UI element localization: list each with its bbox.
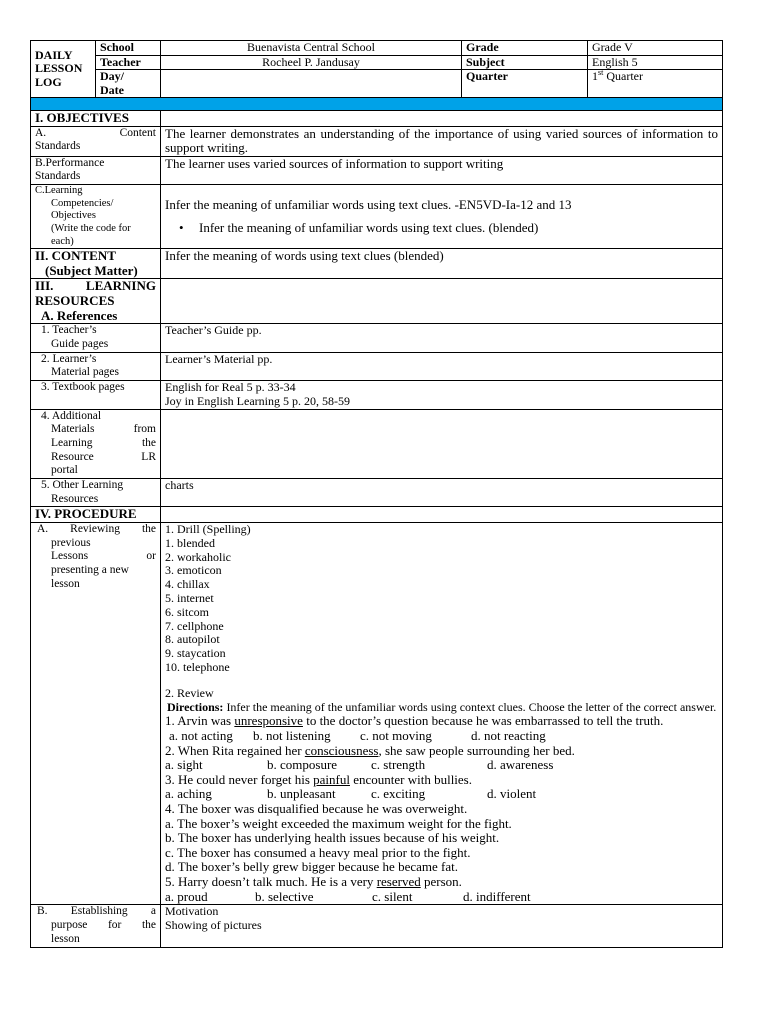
additional-materials-value (161, 409, 723, 479)
teachers-guide-label: 1. Teacher’s Guide pages (31, 324, 161, 352)
other-resources-label: 5. Other Learning Resources (31, 479, 161, 507)
question-1-choices: a. not acting b. not listening c. not moving d. not reacting (169, 728, 546, 743)
header-row-date (31, 70, 723, 98)
learning-competencies-value: Infer the meaning of unfamiliar words using text clues. -EN5VD-Ia-12 and 13 • Infer the meaning of unfamiliar words using text clues. (blended) (161, 185, 723, 249)
learning-resources-row (31, 279, 723, 324)
review-title: 2. Review (165, 685, 214, 700)
list-item: 2. workaholic (165, 549, 231, 564)
question-3-choices: a. aching b. unpleasant c. exciting d. violent (165, 786, 537, 802)
other-resources-row (31, 479, 723, 507)
quarter-value: 1st Quarter (588, 70, 723, 98)
question-5: 5. Harry doesn’t talk much. He is a very reserved person. (165, 873, 462, 889)
teachers-guide-value: Teacher’s Guide pp. (161, 324, 723, 352)
log-title: DAILY LESSON LOG (31, 41, 96, 98)
reviewing-label: A. Reviewing the previous Lessons or presenting a new lesson (31, 523, 161, 905)
learning-resources-label: III. LEARNING RESOURCES A. References (31, 279, 161, 324)
question-2-choices: a. sight b. composure c. strength d. awareness (165, 757, 554, 773)
establishing-purpose-value: Motivation Showing of pictures (161, 905, 723, 948)
performance-standards-label: B.Performance Standards (31, 156, 161, 184)
performance-standards-row (31, 156, 723, 184)
question-4-choice: d. The boxer’s belly grew bigger because he became fat. (165, 859, 458, 875)
blue-divider-row (31, 98, 723, 111)
content-standards-value: The learner demonstrates an understanding of the importance of using varied sources of information to support writing. (161, 126, 723, 156)
question-4: 4. The boxer was disqualified because he was overweight. (165, 800, 468, 816)
list-item: 8. autopilot (165, 632, 220, 647)
other-resources-value: charts (161, 479, 723, 507)
establishing-purpose-row (31, 905, 723, 948)
content-row (31, 249, 723, 279)
question-3: 3. He could never forget his painful encounter with bullies. (165, 771, 472, 787)
review-directions: Directions: Infer the meaning of the unfamiliar words using context clues. Choose the letter of the correct answer. (167, 699, 717, 714)
question-2: 2. When Rita regained her consciousness, she saw people surrounding her bed. (165, 742, 575, 758)
procedure-heading-row (31, 507, 723, 523)
teachers-guide-row (31, 324, 723, 352)
lesson-log-table (30, 40, 723, 948)
competency-bullet: • Infer the meaning of unfamiliar words using text clues. (blended) (165, 221, 718, 236)
header-row-school (31, 41, 723, 56)
question-1: 1. Arvin was unresponsive to the doctor’s question because he was embarrassed to tell the truth. (165, 713, 664, 729)
daydate-label: Day/ Date (96, 70, 161, 98)
learners-material-value: Learner’s Material pp. (161, 352, 723, 380)
objectives-heading-row (31, 111, 723, 127)
grade-label: Grade (462, 41, 588, 56)
content-value: Infer the meaning of words using text clues (blended) (161, 249, 723, 279)
textbook-label: 3. Textbook pages (31, 380, 161, 409)
list-item: 5. internet (165, 591, 214, 606)
header-row-teacher (31, 55, 723, 70)
blue-divider (31, 98, 723, 111)
content-standards-label: A. Content Standards (31, 126, 161, 156)
textbook-value: English for Real 5 p. 33-34 Joy in English Learning 5 p. 20, 58-59 (161, 380, 723, 409)
question-4-choice: c. The boxer has consumed a heavy meal prior to the fight. (165, 844, 471, 860)
reviewing-value (161, 523, 723, 905)
teacher-label: Teacher (96, 55, 161, 70)
learners-material-row (31, 352, 723, 380)
list-item: 4. chillax (165, 577, 210, 592)
learning-competencies-row (31, 185, 723, 249)
additional-materials-label: 4. Additional Materials from Learning the Resource LR portal (31, 409, 161, 479)
drill-title: 1. Drill (Spelling) (165, 522, 251, 537)
textbook-row (31, 380, 723, 409)
additional-materials-row (31, 409, 723, 479)
list-item: 9. staycation (165, 646, 226, 661)
drill-list (165, 537, 718, 675)
list-item: 6. sitcom (165, 604, 209, 619)
content-standards-row (31, 126, 723, 156)
performance-standards-value: The learner uses varied sources of information to support writing (161, 156, 723, 184)
list-item: 10. telephone (165, 660, 230, 675)
objectives-heading: I. OBJECTIVES (31, 111, 161, 127)
content-label: II. CONTENT (Subject Matter) (31, 249, 161, 279)
quarter-label: Quarter (462, 70, 588, 98)
school-label: School (96, 41, 161, 56)
daily-lesson-log (30, 40, 722, 948)
question-5-choices: a. proud b. selective c. silent d. indifferent (165, 888, 531, 904)
learning-competencies-label: C.Learning Competencies/ Objectives (Write the code for each) (31, 185, 161, 249)
learners-material-label: 2. Learner’s Material pages (31, 352, 161, 380)
daydate-value (161, 70, 462, 98)
list-item: 7. cellphone (165, 618, 224, 633)
grade-value: Grade V (588, 41, 723, 56)
reviewing-row (31, 523, 723, 905)
establishing-purpose-label: B. Establishing a purpose for the lesson (31, 905, 161, 948)
question-4-choice: b. The boxer has underlying health issues because of his weight. (165, 830, 500, 846)
school-value: Buenavista Central School (161, 41, 462, 56)
teacher-value: Rocheel P. Jandusay (161, 55, 462, 70)
question-4-choice: a. The boxer’s weight exceeded the maximum weight for the fight. (165, 815, 512, 831)
list-item: 1. blended (165, 535, 215, 550)
list-item: 3. emoticon (165, 563, 222, 578)
subject-value: English 5 (588, 55, 723, 70)
subject-label: Subject (462, 55, 588, 70)
procedure-heading: IV. PROCEDURE (31, 507, 161, 523)
